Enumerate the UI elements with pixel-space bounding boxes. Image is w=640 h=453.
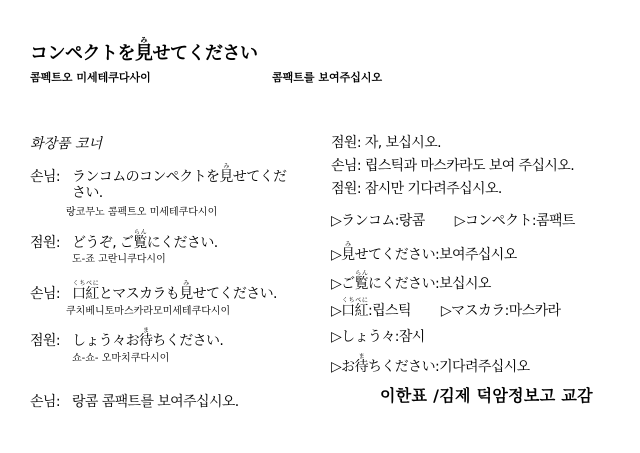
reading-line-4: 쇼-쇼- 오마치쿠다시이 [72,353,170,364]
vocab-line-5: ▷しょう々:잠시 [331,329,425,345]
corner-label: 화장품 코너 [30,136,103,152]
vocab-line-3: ▷ご覧らんにください:보십시오 [331,270,491,292]
furigana-word: 口紅くちべに [341,297,368,319]
furigana-word: 見み [219,163,233,185]
dialogue-line-3: 손님: 口紅くちべにとマスカラも見みせてください. [30,280,277,302]
page-title: コンペクトを見せてくださいみ [30,36,258,64]
author-credit: 이한표 /김제 덕암정보고 교감 [380,386,593,405]
speaker-label: 손님: [30,394,60,410]
vocab-line-4: ▷口紅くちべに:립스틱 ▷マスカラ:마스카라 [331,297,561,319]
right-dialogue-line-3: 점원: 잠시만 기다려주십시오. [331,181,502,197]
furigana-word: 見み [341,241,355,263]
speaker-label: 점원: [30,235,60,251]
speaker-label: 손님: [30,169,60,185]
vocab-line-2: ▷見みせてください:보여주십시오 [331,241,517,263]
dialogue-line-2: 점원: どうぞ, ご覧らんにください. [30,229,218,251]
dialogue-line-5: 손님: 랑콤 콤팩트를 보여주십시오. [30,391,239,411]
dialogue-line-1: 손님: ランコムのコンペクトを見みせてくだ [30,163,287,185]
furigana-word: 覧らん [133,229,147,251]
speaker-label: 손님: [30,286,60,302]
dialogue-line-4: 점원: しょう々お待まちください. [30,327,224,349]
vocab-line-1: ▷ランコム:랑콤 ▷コンペクト:콤팩트 [331,213,575,229]
vocab-line-6: ▷お待まちください:기다려주십시오 [331,353,530,375]
subtitle-translation: 콤팩트를 보여주십시오 [272,71,383,84]
speaker-label: 점원: [30,333,60,349]
right-dialogue-line-2: 손님: 립스틱과 마스카라도 보여 주십시오. [331,158,575,174]
furigana-word: 口紅くちべに [72,280,99,302]
furigana-word: 待ま [354,353,368,375]
right-dialogue-line-1: 점원: 자, 보십시오. [331,135,441,151]
reading-line-3: 쿠치베니토마스카라모미세테쿠다시이 [66,306,231,317]
furigana-word: 見み [179,280,193,302]
dialogue-line-1-cont: さい. [72,185,103,201]
furigana-word: 待ま [139,327,153,349]
reading-line-2: 도-죠 고란니쿠다시이 [72,254,166,265]
subtitle-reading: 콤펙트오 미세테쿠다사이 [30,71,151,84]
furigana-word: 覧らん [354,270,368,292]
reading-line-1: 랑코무노 콤펙트오 미세테쿠다시이 [66,207,218,218]
